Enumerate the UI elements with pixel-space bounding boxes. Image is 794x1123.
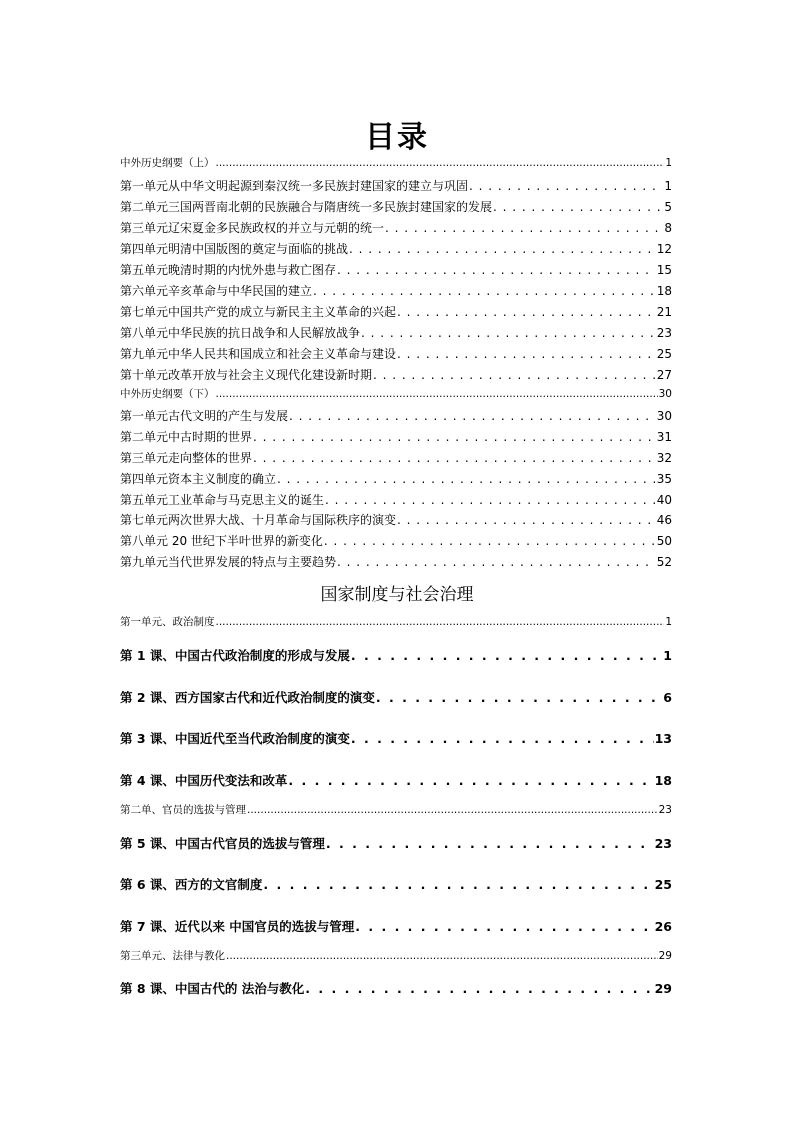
toc-entry[interactable] — [120, 366, 672, 383]
toc-entry-title: 第 8 课、中国古代的 法治与教化 — [120, 981, 305, 996]
toc-leader-dots — [325, 493, 656, 507]
toc-leader-dots — [373, 368, 656, 382]
toc-leader-dots — [247, 804, 658, 816]
toc-entry-title: 第九单元中华人民共和国成立和社会主义革命与建设 — [120, 347, 397, 361]
toc-entry[interactable] — [120, 345, 672, 362]
toc-entry-title: 第一单元从中华文明起源到秦汉统一多民族封建国家的建立与巩固 — [120, 179, 469, 193]
toc-leader-dots — [277, 472, 656, 486]
toc-leader-dots — [349, 242, 656, 256]
toc-entry[interactable] — [120, 948, 672, 963]
toc-leader-dots — [216, 388, 658, 400]
toc-entry-page: 30 — [658, 388, 672, 400]
toc-entry[interactable] — [120, 407, 672, 424]
toc-entry-page: 6 — [663, 690, 672, 705]
toc-entry-page: 31 — [656, 430, 672, 444]
toc-entry-title: 第七单元中国共产党的成立与新民主主义革命的兴起 — [120, 305, 397, 319]
toc-entry-title: 第五单元晚清时期的内忧外患与救亡图存 — [120, 263, 337, 277]
toc-entry-title: 第三单元辽宋夏金多民族政权的并立与元朝的统一 — [120, 221, 385, 235]
toc-entry[interactable] — [120, 729, 672, 747]
toc-entry[interactable] — [120, 198, 672, 215]
toc-entry-title: 第七单元两次世界大战、十月革命与国际秩序的演变 — [120, 513, 397, 527]
toc-entry[interactable] — [120, 614, 672, 629]
toc-leader-dots — [288, 773, 653, 788]
toc-entry[interactable] — [120, 979, 672, 997]
toc-entry-title: 第 2 课、西方国家古代和近代政治制度的演变 — [120, 690, 375, 705]
toc-entry-page: 52 — [656, 555, 672, 569]
toc-entry[interactable] — [120, 511, 672, 528]
toc-entry-title: 第 7 课、近代以来 中国官员的选拔与管理 — [120, 919, 355, 934]
page-title: 目录 — [365, 120, 429, 155]
toc-entry-page: 26 — [654, 919, 672, 934]
toc-entry-page: 23 — [658, 804, 672, 816]
toc-entry-title: 第 4 课、中国历代变法和改革 — [120, 773, 288, 788]
toc-leader-dots — [253, 451, 656, 465]
toc-leader-dots — [351, 648, 662, 663]
toc-leader-dots — [289, 409, 656, 423]
toc-entry[interactable] — [120, 491, 672, 508]
toc-entry-title: 第二单元中古时期的世界 — [120, 430, 253, 444]
toc-leader-dots — [305, 981, 653, 996]
toc-entry-title: 中外历史纲要（上） — [120, 157, 215, 169]
toc-entry-page: 23 — [656, 326, 672, 340]
toc-entry-page: 8 — [664, 221, 672, 235]
toc-leader-dots — [469, 179, 663, 193]
toc-entry[interactable] — [120, 470, 672, 487]
toc-entry[interactable] — [120, 553, 672, 570]
toc-entry-page: 12 — [656, 242, 672, 256]
toc-leader-dots — [216, 157, 665, 169]
toc-leader-dots — [351, 731, 654, 746]
toc-entry[interactable] — [120, 155, 672, 170]
toc-entry-title: 第一单元古代文明的产生与发展 — [120, 409, 289, 423]
toc-entry[interactable] — [120, 282, 672, 299]
toc-entry[interactable] — [120, 771, 672, 789]
toc-entry-title: 第八单元中华民族的抗日战争和人民解放战争 — [120, 326, 361, 340]
toc-entry[interactable] — [120, 875, 672, 893]
toc-entry-title: 第 3 课、中国近代至当代政治制度的演变 — [120, 731, 350, 746]
toc-entry-title: 第二单元三国两晋南北朝的民族融合与隋唐统一多民族封建国家的发展 — [120, 200, 493, 214]
toc-entry-page: 23 — [654, 836, 672, 851]
toc-entry-page: 46 — [656, 513, 672, 527]
toc-leader-dots — [326, 836, 654, 851]
toc-entry[interactable] — [120, 177, 672, 194]
toc-entry-title: 第六单元辛亥革命与中华民国的建立 — [120, 284, 313, 298]
toc-entry-title: 第四单元明清中国版图的奠定与面临的挑战 — [120, 242, 349, 256]
toc-entry-page: 29 — [658, 950, 672, 962]
toc-entry[interactable] — [120, 532, 672, 549]
toc-entry[interactable] — [120, 386, 672, 401]
toc-entry-page: 30 — [656, 409, 672, 423]
toc-entry-page: 27 — [656, 368, 672, 382]
toc-entry-page: 1 — [665, 616, 672, 628]
toc-entry[interactable] — [120, 449, 672, 466]
toc-leader-dots — [361, 326, 656, 340]
toc-entry[interactable] — [120, 428, 672, 445]
toc-leader-dots — [385, 221, 663, 235]
toc-entry-page: 35 — [656, 472, 672, 486]
toc-entry-page: 50 — [656, 534, 672, 548]
toc-entry[interactable] — [120, 303, 672, 320]
toc-entry[interactable] — [120, 917, 672, 935]
toc-entry-page: 21 — [656, 305, 672, 319]
toc-entry-page: 29 — [654, 981, 672, 996]
toc-leader-dots — [493, 200, 663, 214]
toc-leader-dots — [324, 534, 656, 548]
toc-entry-page: 13 — [654, 731, 672, 746]
toc-leader-dots — [313, 284, 656, 298]
toc-entry[interactable] — [120, 261, 672, 278]
toc-entry-title: 第九单元当代世界发展的特点与主要趋势 — [120, 555, 337, 569]
toc-entry-page: 1 — [663, 648, 672, 663]
toc-entry-title: 第三单元走向整体的世界 — [120, 451, 253, 465]
toc-leader-dots — [216, 616, 665, 628]
toc-entry[interactable] — [120, 240, 672, 257]
toc-entry-page: 40 — [656, 493, 672, 507]
toc-entry-page: 15 — [656, 263, 672, 277]
toc-entry-title: 第四单元资本主义制度的确立 — [120, 472, 277, 486]
toc-leader-dots — [397, 513, 656, 527]
toc-entry-page: 25 — [654, 877, 672, 892]
toc-entry-title: 第二单、官员的选拔与管理 — [120, 804, 246, 816]
toc-entry-title: 第一单元、政治制度 — [120, 616, 215, 628]
toc-entry-title: 第 1 课、中国古代政治制度的形成与发展 — [120, 648, 350, 663]
toc-entry[interactable] — [120, 219, 672, 236]
toc-entry[interactable] — [120, 802, 672, 817]
toc-entry-page: 18 — [654, 773, 672, 788]
toc-entry-page: 1 — [665, 157, 672, 169]
toc-entry-page: 18 — [656, 284, 672, 298]
toc-entry-title: 第八单元 20 世纪下半叶世界的新变化 — [120, 534, 323, 548]
toc-entry-page: 25 — [656, 347, 672, 361]
toc-leader-dots — [397, 347, 656, 361]
toc-entry[interactable] — [120, 688, 672, 706]
section-title: 国家制度与社会治理 — [320, 585, 474, 605]
toc-entry-page: 32 — [656, 451, 672, 465]
toc-entry-title: 中外历史纲要（下） — [120, 388, 215, 400]
toc-entry-title: 第 6 课、西方的文官制度 — [120, 877, 263, 892]
toc-entry[interactable] — [120, 324, 672, 341]
toc-entry-page: 5 — [664, 200, 672, 214]
toc-entry-title: 第三单元、法律与教化 — [120, 950, 225, 962]
toc-leader-dots — [253, 430, 656, 444]
toc-entry-title: 第五单元工业革命与马克思主义的诞生 — [120, 493, 325, 507]
toc-leader-dots — [226, 950, 658, 962]
toc-leader-dots — [337, 555, 656, 569]
toc-entry[interactable] — [120, 834, 672, 852]
toc-entry-title: 第十单元改革开放与社会主义现代化建设新时期 — [120, 368, 373, 382]
toc-leader-dots — [337, 263, 656, 277]
toc-entry-title: 第 5 课、中国古代官员的选拔与管理 — [120, 836, 325, 851]
toc-leader-dots — [397, 305, 656, 319]
toc-entry-page: 1 — [664, 179, 672, 193]
toc-leader-dots — [263, 877, 653, 892]
toc-leader-dots — [355, 919, 653, 934]
toc-entry[interactable] — [120, 646, 672, 664]
toc-leader-dots — [376, 690, 662, 705]
